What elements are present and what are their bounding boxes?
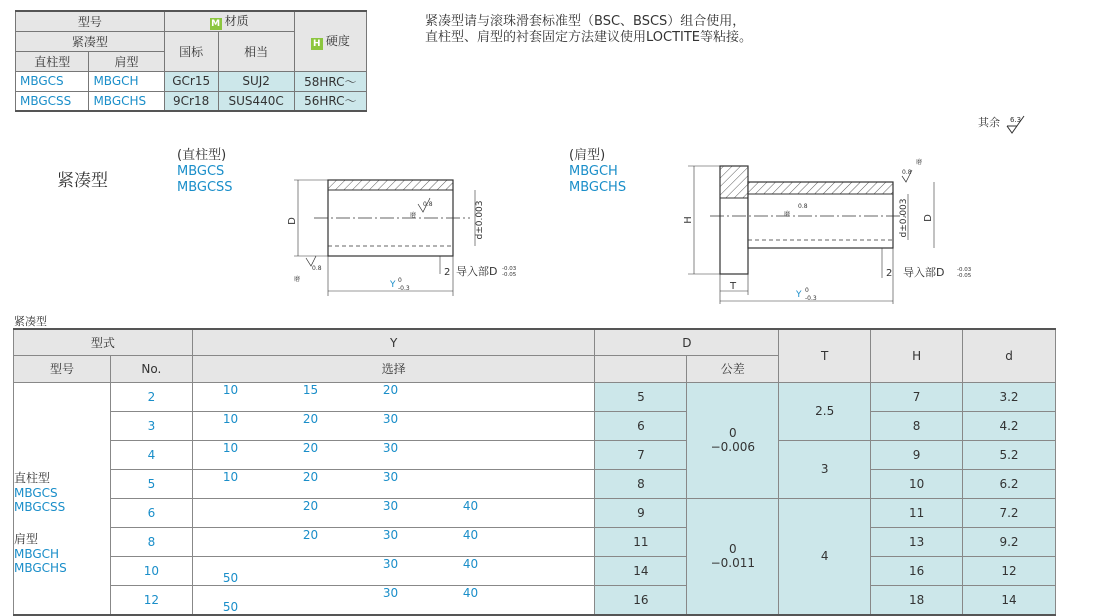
svg-text:6.3: 6.3 xyxy=(1009,116,1021,124)
svg-text:磨: 磨 xyxy=(916,159,923,166)
y-value: 10 xyxy=(222,469,239,484)
no-cell: 10 xyxy=(110,556,192,585)
shoulder-caption-block xyxy=(569,148,626,196)
D-cell: 5 xyxy=(595,382,687,411)
group-code: MBGCHS xyxy=(14,561,67,575)
header-compact: 紧凑型 xyxy=(16,31,165,51)
group-shoulder-label: 肩型 xyxy=(14,532,39,546)
header-T: T xyxy=(779,329,871,382)
section-label: 紧凑型 xyxy=(14,315,47,328)
y-tol-upper: 0 xyxy=(398,277,402,284)
equiv-cell: SUJ2 xyxy=(218,71,294,91)
header-model: 型号 xyxy=(14,356,111,383)
y-select-cell xyxy=(192,527,595,556)
D-cell: 11 xyxy=(595,527,687,556)
header-y: Y xyxy=(192,329,595,356)
header-form: 型式 xyxy=(14,329,193,356)
y-select-cell xyxy=(192,440,595,469)
spec-table xyxy=(13,328,1056,616)
table-row xyxy=(14,382,1056,411)
material-table xyxy=(15,10,367,112)
svg-text:0: 0 xyxy=(805,287,809,294)
straight-code: MBGCSS xyxy=(177,180,233,195)
svg-text:-0.05: -0.05 xyxy=(502,272,517,278)
y-value: 20 xyxy=(302,469,319,484)
dim-H-label: H xyxy=(683,216,694,224)
dim-T-label: T xyxy=(730,281,737,292)
no-cell: 6 xyxy=(110,498,192,527)
y-tol-lower: -0.3 xyxy=(398,285,410,292)
code-cell: MBGCS xyxy=(16,71,89,91)
D-cell: 9 xyxy=(595,498,687,527)
y-value: 20 xyxy=(302,527,319,542)
svg-text:磨: 磨 xyxy=(410,212,417,219)
m-badge-icon: M xyxy=(211,19,221,30)
group-code: MBGCS xyxy=(14,486,58,500)
header-shoulder: 肩型 xyxy=(89,51,164,71)
shoulder-bushing-drawing xyxy=(680,150,980,305)
svg-text:2: 2 xyxy=(886,268,893,279)
tol-cell: 0 −0.006 xyxy=(687,382,779,498)
dim-Y-label: Y xyxy=(390,280,396,290)
straight-code: MBGCS xyxy=(177,164,225,179)
y-value: 30 xyxy=(382,411,399,426)
note-line: 直柱型、肩型的衬套固定方法建议使用LOCTITE等粘接。 xyxy=(425,30,753,45)
table-row xyxy=(16,71,367,91)
svg-text:0.8: 0.8 xyxy=(312,265,322,272)
y-select-cell xyxy=(192,469,595,498)
dim-Y-label: Y xyxy=(796,290,802,300)
y-value: 30 xyxy=(382,527,399,542)
code-cell: MBGCHS xyxy=(89,91,164,111)
header-model: 型号 xyxy=(16,11,165,31)
D-cell: 6 xyxy=(595,411,687,440)
table-row xyxy=(16,91,367,111)
tol-cell: 0 −0.011 xyxy=(687,498,779,615)
no-cell: 12 xyxy=(110,585,192,615)
roughness-symbol-icon xyxy=(1004,114,1032,136)
dim-d-label: d±0.003 xyxy=(475,200,485,240)
y-value: 30 xyxy=(382,556,399,571)
header-tol: 公差 xyxy=(687,356,779,383)
y-select-cell xyxy=(192,585,595,615)
straight-bushing-drawing xyxy=(280,160,520,300)
h-badge-icon: H xyxy=(311,38,323,50)
y-value: 40 xyxy=(462,585,479,600)
header-select: 选择 xyxy=(192,356,595,383)
H-cell: 10 xyxy=(871,469,963,498)
code-cell: MBGCSS xyxy=(16,91,89,111)
svg-text:0.8: 0.8 xyxy=(798,203,808,210)
header-d: d xyxy=(963,329,1056,382)
equiv-cell: SUS440C xyxy=(218,91,294,111)
y-select-cell xyxy=(192,382,595,411)
H-cell: 7 xyxy=(871,382,963,411)
y-value: 30 xyxy=(382,440,399,455)
D-cell: 14 xyxy=(595,556,687,585)
header-D-blank xyxy=(595,356,687,383)
group-code: MBGCSS xyxy=(14,500,66,514)
y-value: 50 xyxy=(222,570,239,585)
y-value: 40 xyxy=(462,527,479,542)
dim-2-label: 2 xyxy=(444,267,451,278)
D-cell: 7 xyxy=(595,440,687,469)
y-value: 10 xyxy=(222,440,239,455)
dim-d-label: d±0.003 xyxy=(899,198,909,238)
lead-in-label: 导入部D xyxy=(456,265,498,278)
model-group-cell xyxy=(14,382,111,615)
y-value: 20 xyxy=(382,382,399,397)
dim-D-label: D xyxy=(923,214,934,222)
table-row xyxy=(14,469,1056,498)
d-cell: 6.2 xyxy=(963,469,1056,498)
svg-text:0.8: 0.8 xyxy=(423,201,433,208)
y-value: 50 xyxy=(222,599,239,614)
note-line: 紧凑型请与滚珠滑套标准型（BSC、BSCS）组合使用， xyxy=(425,14,746,29)
no-cell: 8 xyxy=(110,527,192,556)
table-row xyxy=(14,585,1056,615)
y-value: 40 xyxy=(462,556,479,571)
no-cell: 5 xyxy=(110,469,192,498)
roughness-label: 其余 xyxy=(978,116,1000,129)
header-straight: 直柱型 xyxy=(16,51,89,71)
y-value: 20 xyxy=(302,498,319,513)
y-select-cell xyxy=(192,411,595,440)
y-select-cell xyxy=(192,498,595,527)
drawing-title: 紧凑型 xyxy=(57,171,108,191)
national-cell: 9Cr18 xyxy=(164,91,218,111)
header-material: M 材质 xyxy=(164,11,294,31)
H-cell: 11 xyxy=(871,498,963,527)
y-select-cell xyxy=(192,556,595,585)
y-value: 20 xyxy=(302,440,319,455)
roughness-note xyxy=(978,114,1032,136)
svg-text:磨: 磨 xyxy=(294,276,301,283)
no-cell: 3 xyxy=(110,411,192,440)
no-cell: 2 xyxy=(110,382,192,411)
table-row xyxy=(14,440,1056,469)
no-cell: 4 xyxy=(110,440,192,469)
y-value: 30 xyxy=(382,498,399,513)
d-cell: 3.2 xyxy=(963,382,1056,411)
D-cell: 16 xyxy=(595,585,687,615)
shoulder-code: MBGCH xyxy=(569,164,618,179)
group-straight-label: 直柱型 xyxy=(14,471,51,485)
svg-text:磨: 磨 xyxy=(784,211,791,218)
header-equiv: 相当 xyxy=(218,31,294,71)
T-cell: 3 xyxy=(779,440,871,498)
y-value: 30 xyxy=(382,469,399,484)
d-cell: 7.2 xyxy=(963,498,1056,527)
dim-D-label: D xyxy=(287,217,298,225)
header-hardness: H 硬度 xyxy=(294,11,366,71)
usage-note xyxy=(425,14,752,46)
header-national: 国标 xyxy=(164,31,218,71)
group-code: MBGCH xyxy=(14,547,60,561)
y-value: 20 xyxy=(302,411,319,426)
d-cell: 4.2 xyxy=(963,411,1056,440)
svg-text:-0.05: -0.05 xyxy=(957,273,972,279)
svg-text:0.8: 0.8 xyxy=(902,169,912,176)
code-cell: MBGCH xyxy=(89,71,164,91)
lead-in-label: 导入部D xyxy=(903,266,945,279)
d-cell: 9.2 xyxy=(963,527,1056,556)
table-row xyxy=(14,411,1056,440)
D-cell: 8 xyxy=(595,469,687,498)
H-cell: 16 xyxy=(871,556,963,585)
svg-text:-0.03: -0.03 xyxy=(502,266,517,272)
H-cell: 8 xyxy=(871,411,963,440)
T-cell: 2.5 xyxy=(779,382,871,440)
table-row xyxy=(14,556,1056,585)
header-no: No. xyxy=(110,356,192,383)
d-cell: 14 xyxy=(963,585,1056,615)
y-value: 15 xyxy=(302,382,319,397)
y-value: 10 xyxy=(222,382,239,397)
H-cell: 18 xyxy=(871,585,963,615)
header-D: D xyxy=(595,329,779,356)
hardness-cell: 56HRC～ xyxy=(294,91,366,111)
national-cell: GCr15 xyxy=(164,71,218,91)
shoulder-code: MBGCHS xyxy=(569,180,627,195)
table-row xyxy=(14,498,1056,527)
header-H: H xyxy=(871,329,963,382)
table-row xyxy=(14,527,1056,556)
svg-text:-0.3: -0.3 xyxy=(805,295,817,302)
H-cell: 9 xyxy=(871,440,963,469)
y-value: 30 xyxy=(382,585,399,600)
svg-text:-0.03: -0.03 xyxy=(957,267,972,273)
y-value: 10 xyxy=(222,411,239,426)
d-cell: 5.2 xyxy=(963,440,1056,469)
T-cell: 4 xyxy=(779,498,871,615)
y-value: 40 xyxy=(462,498,479,513)
shoulder-caption: (肩型) xyxy=(569,148,606,163)
hardness-cell: 58HRC～ xyxy=(294,71,366,91)
straight-caption-block xyxy=(177,148,233,196)
H-cell: 13 xyxy=(871,527,963,556)
d-cell: 12 xyxy=(963,556,1056,585)
straight-caption: (直柱型) xyxy=(177,148,227,163)
